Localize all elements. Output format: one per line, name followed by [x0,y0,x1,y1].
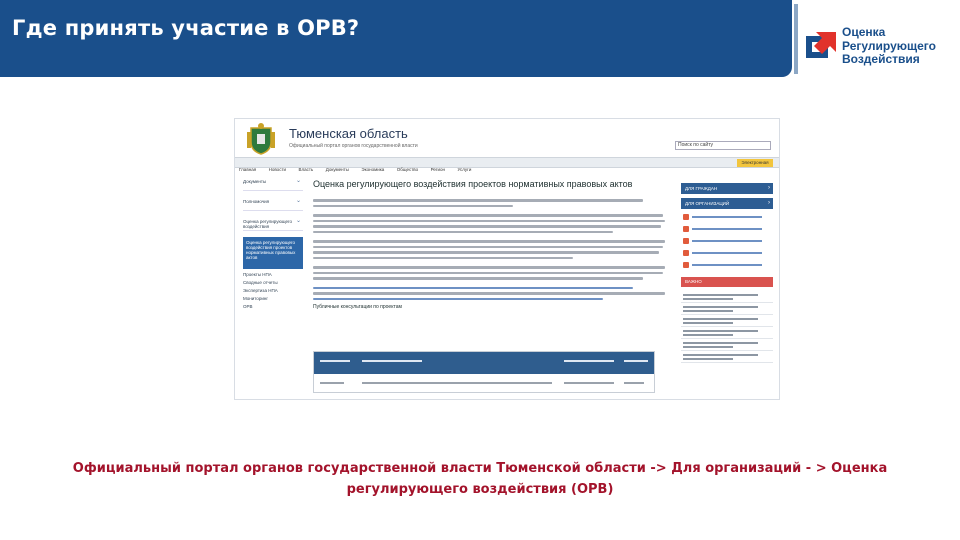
nav-item[interactable]: Услуги [457,167,472,172]
coat-of-arms-icon [247,122,275,155]
text-line [313,199,643,202]
news-item[interactable] [681,303,773,315]
text-line [313,246,663,249]
left-menu [243,177,303,312]
title-bar [0,0,792,77]
text-line [313,214,663,217]
logo-line-3: Воздействия [842,52,920,66]
right-link[interactable] [681,249,773,259]
news-item[interactable] [681,327,773,339]
nav-item[interactable]: Общество [396,167,419,172]
left-link[interactable]: Сводные отчеты [243,280,278,285]
site-header [235,119,780,157]
right-section-header[interactable]: ДЛЯ ГРАЖДАН › [681,183,773,194]
link-line[interactable] [313,287,633,290]
left-menu-item[interactable]: Оценка регулирующего воздействия ⌄ [243,217,303,231]
right-sidebar [681,183,773,363]
left-menu-active[interactable]: Оценка регулирующего воздействия проектов нормативных правовых актов [243,237,303,269]
slide-caption: Официальный портал органов государственной власти Тюменской области -> Для организаций - > Оценка регулирующего воздействия (ОРВ) [72,461,888,497]
nav-item[interactable]: Новости [268,167,287,172]
site-nav [235,157,780,172]
right-link[interactable] [681,213,773,223]
link-icon [683,262,689,268]
page-content [313,179,673,310]
left-link[interactable]: Мониторинг [243,296,268,301]
orv-logo [806,26,956,70]
nav-item[interactable]: Главная [239,167,257,172]
left-link[interactable]: ОРВ [243,304,253,309]
table-header [314,352,654,374]
text-line [313,251,659,254]
site-name: Тюменская область [289,126,408,141]
text-line [313,205,513,208]
nav-item[interactable]: Экономика [361,167,385,172]
news-header: ВАЖНО [681,277,773,287]
nav-button[interactable]: Электронная [737,159,773,167]
news-item[interactable] [681,291,773,303]
logo-line-2: Регулирующего [842,38,936,53]
text-line [313,225,661,228]
link-icon [683,250,689,256]
orv-logo-icon [806,32,836,62]
right-link[interactable] [681,261,773,271]
site-subtitle: Официальный портал органов государственной власти [289,143,418,149]
logo-text [842,26,936,67]
text-line [313,231,613,234]
nav-item[interactable]: Документы [325,167,349,172]
portal-screenshot [234,118,780,400]
consultation-table [313,351,655,393]
news-item[interactable] [681,351,773,363]
text-line [313,277,643,280]
left-link[interactable]: Проекты НПА [243,272,272,277]
text-line [313,257,573,260]
slide-title: Где принять участие в ОРВ? [12,16,360,40]
link-icon [683,226,689,232]
left-menu-item[interactable]: Документы ⌄ [243,177,303,191]
left-link[interactable]: Экспертиза НПА [243,288,278,293]
link-icon [683,238,689,244]
page-heading: Оценка регулирующего воздействия проектов нормативных правовых актов [313,179,633,189]
public-heading: Публичные консультации по проектам [313,304,402,310]
right-link[interactable] [681,237,773,247]
link-line[interactable] [313,298,603,301]
site-search-input[interactable]: Поиск по сайту [675,141,771,150]
link-icon [683,214,689,220]
logo-line-1: Оценка [842,25,886,39]
news-item[interactable] [681,315,773,327]
nav-item[interactable]: Власть [298,167,314,172]
text-line [313,240,665,243]
right-section-header[interactable]: ДЛЯ ОРГАНИЗАЦИЙ › [681,198,773,209]
left-menu-item[interactable]: Полномочия ⌄ [243,197,303,211]
text-line [313,220,665,223]
nav-item[interactable]: Регион [430,167,446,172]
right-link[interactable] [681,225,773,235]
news-item[interactable] [681,339,773,351]
text-line [313,266,665,269]
text-line [313,292,665,295]
text-line [313,272,663,275]
